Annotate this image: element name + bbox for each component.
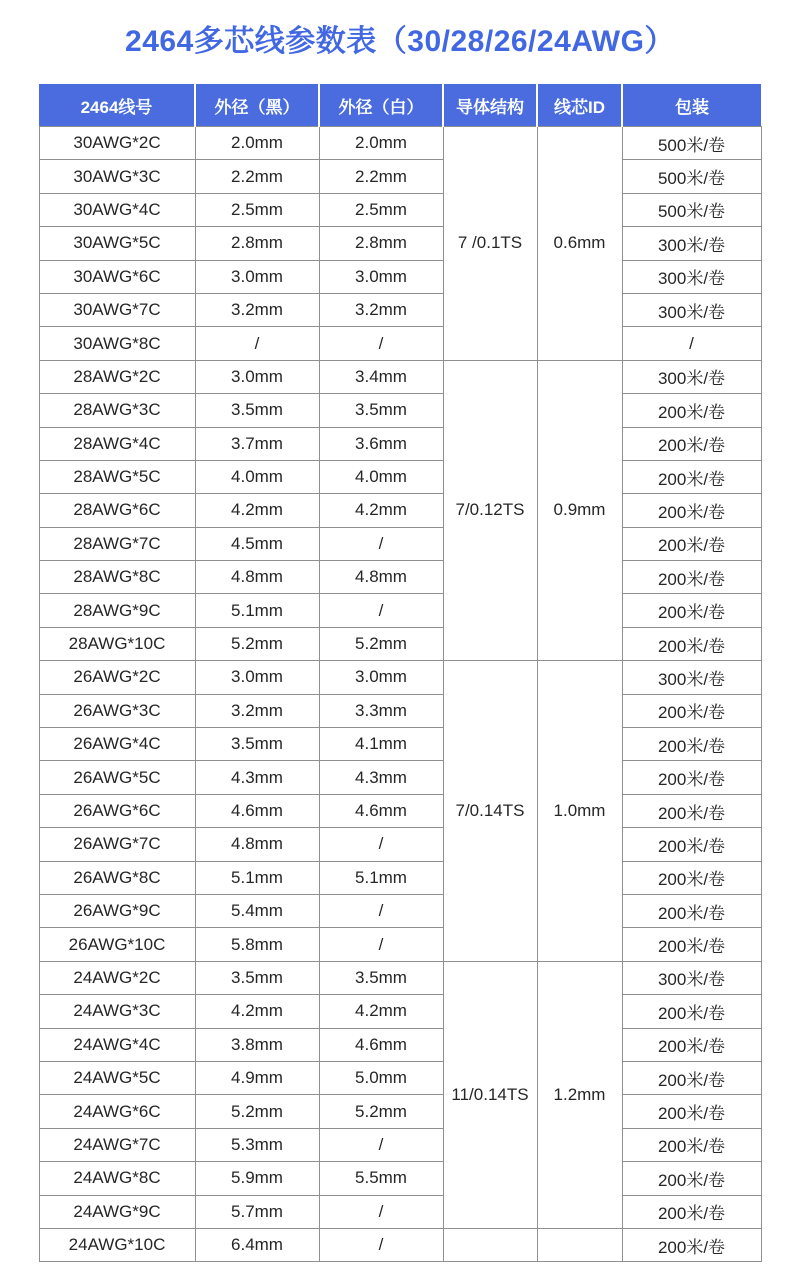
packing-cell: 200米/卷	[622, 627, 761, 660]
model-cell: 24AWG*9C	[39, 1195, 195, 1228]
table-row	[39, 1195, 761, 1228]
packing-cell: 200米/卷	[622, 1028, 761, 1061]
model-cell: 30AWG*7C	[39, 293, 195, 326]
core-id-cell: 0.6mm	[537, 127, 622, 361]
table-row	[39, 394, 761, 427]
table-row	[39, 561, 761, 594]
model-cell: 30AWG*8C	[39, 327, 195, 360]
od-white-cell: 5.2mm	[319, 1095, 443, 1128]
model-cell: 24AWG*7C	[39, 1128, 195, 1161]
od-black-cell: 5.4mm	[195, 894, 319, 927]
od-white-cell: 3.4mm	[319, 360, 443, 393]
header-row	[39, 84, 761, 127]
od-white-cell: /	[319, 1228, 443, 1261]
packing-cell: 200米/卷	[622, 594, 761, 627]
packing-cell: 200米/卷	[622, 527, 761, 560]
model-cell: 26AWG*5C	[39, 761, 195, 794]
od-white-cell: /	[319, 1128, 443, 1161]
table-row	[39, 327, 761, 360]
core-id-cell: 1.2mm	[537, 961, 622, 1228]
od-black-cell: 3.2mm	[195, 694, 319, 727]
packing-cell: 200米/卷	[622, 394, 761, 427]
od-black-cell: 4.8mm	[195, 828, 319, 861]
od-white-cell: 5.5mm	[319, 1162, 443, 1195]
table-row	[39, 1128, 761, 1161]
model-cell: 30AWG*2C	[39, 127, 195, 160]
column-header: 线芯ID	[537, 84, 622, 127]
model-cell: 26AWG*3C	[39, 694, 195, 727]
od-white-cell: 5.0mm	[319, 1061, 443, 1094]
model-cell: 24AWG*6C	[39, 1095, 195, 1128]
model-cell: 26AWG*2C	[39, 661, 195, 694]
table-header	[39, 84, 761, 127]
conductor-structure-cell: 7/0.14TS	[443, 661, 537, 962]
packing-cell: 300米/卷	[622, 661, 761, 694]
model-cell: 28AWG*5C	[39, 460, 195, 493]
od-white-cell: /	[319, 594, 443, 627]
od-white-cell: 5.2mm	[319, 627, 443, 660]
table-row	[39, 1228, 761, 1261]
model-cell: 24AWG*2C	[39, 961, 195, 994]
od-black-cell: 4.0mm	[195, 460, 319, 493]
packing-cell: 200米/卷	[622, 794, 761, 827]
od-black-cell: 6.4mm	[195, 1228, 319, 1261]
table-row	[39, 460, 761, 493]
table-row	[39, 761, 761, 794]
packing-cell: 500米/卷	[622, 160, 761, 193]
packing-cell: 200米/卷	[622, 460, 761, 493]
od-black-cell: 5.1mm	[195, 594, 319, 627]
packing-cell: 300米/卷	[622, 293, 761, 326]
table-row	[39, 1162, 761, 1195]
od-black-cell: 5.7mm	[195, 1195, 319, 1228]
packing-cell: 300米/卷	[622, 961, 761, 994]
od-black-cell: 3.7mm	[195, 427, 319, 460]
od-white-cell: 4.0mm	[319, 460, 443, 493]
packing-cell: 200米/卷	[622, 427, 761, 460]
packing-cell: 200米/卷	[622, 1061, 761, 1094]
model-cell: 26AWG*7C	[39, 828, 195, 861]
model-cell: 28AWG*4C	[39, 427, 195, 460]
od-white-cell: 3.0mm	[319, 661, 443, 694]
table-row	[39, 360, 761, 393]
table-row	[39, 995, 761, 1028]
model-cell: 28AWG*3C	[39, 394, 195, 427]
table-row	[39, 661, 761, 694]
od-black-cell: 5.2mm	[195, 627, 319, 660]
table-row	[39, 594, 761, 627]
od-black-cell: 3.5mm	[195, 394, 319, 427]
table-row	[39, 694, 761, 727]
od-black-cell: 5.2mm	[195, 1095, 319, 1128]
table-row	[39, 127, 761, 160]
core-id-cell: 0.9mm	[537, 360, 622, 661]
table-row	[39, 293, 761, 326]
table-row	[39, 527, 761, 560]
packing-cell: 200米/卷	[622, 728, 761, 761]
core-id-cell: 1.0mm	[537, 661, 622, 962]
packing-cell: 200米/卷	[622, 494, 761, 527]
od-black-cell: 4.2mm	[195, 494, 319, 527]
od-white-cell: 2.2mm	[319, 160, 443, 193]
od-white-cell: 3.0mm	[319, 260, 443, 293]
table-row	[39, 1061, 761, 1094]
packing-cell: 200米/卷	[622, 1128, 761, 1161]
model-cell: 30AWG*6C	[39, 260, 195, 293]
od-black-cell: 2.0mm	[195, 127, 319, 160]
packing-cell: 200米/卷	[622, 861, 761, 894]
od-black-cell: 5.8mm	[195, 928, 319, 961]
conductor-structure-cell: 7 /0.1TS	[443, 127, 537, 361]
table-row	[39, 961, 761, 994]
od-black-cell: 2.5mm	[195, 193, 319, 226]
model-cell: 30AWG*5C	[39, 227, 195, 260]
model-cell: 26AWG*9C	[39, 894, 195, 927]
table-row	[39, 160, 761, 193]
od-black-cell: 2.2mm	[195, 160, 319, 193]
model-cell: 28AWG*9C	[39, 594, 195, 627]
packing-cell: 200米/卷	[622, 1195, 761, 1228]
od-white-cell: 4.6mm	[319, 794, 443, 827]
od-black-cell: 5.3mm	[195, 1128, 319, 1161]
column-header: 外径（白）	[319, 84, 443, 127]
od-black-cell: 3.0mm	[195, 661, 319, 694]
od-black-cell: /	[195, 327, 319, 360]
table-row	[39, 260, 761, 293]
od-white-cell: /	[319, 894, 443, 927]
conductor-structure-cell: 11/0.14TS	[443, 961, 537, 1228]
packing-cell: 200米/卷	[622, 928, 761, 961]
packing-cell: /	[622, 327, 761, 360]
column-header: 2464线号	[39, 84, 195, 127]
od-black-cell: 3.0mm	[195, 360, 319, 393]
od-white-cell: 3.6mm	[319, 427, 443, 460]
table-row	[39, 1028, 761, 1061]
od-black-cell: 4.2mm	[195, 995, 319, 1028]
od-black-cell: 4.3mm	[195, 761, 319, 794]
table-row	[39, 627, 761, 660]
model-cell: 28AWG*8C	[39, 561, 195, 594]
table-row	[39, 494, 761, 527]
od-black-cell: 4.9mm	[195, 1061, 319, 1094]
model-cell: 24AWG*8C	[39, 1162, 195, 1195]
od-black-cell: 3.5mm	[195, 961, 319, 994]
od-white-cell: /	[319, 1195, 443, 1228]
od-black-cell: 4.5mm	[195, 527, 319, 560]
od-white-cell: 4.2mm	[319, 494, 443, 527]
od-white-cell: 4.1mm	[319, 728, 443, 761]
table-row	[39, 828, 761, 861]
model-cell: 26AWG*6C	[39, 794, 195, 827]
table-row	[39, 794, 761, 827]
od-white-cell: 3.5mm	[319, 961, 443, 994]
core-id-cell-empty	[537, 1228, 622, 1261]
model-cell: 26AWG*8C	[39, 861, 195, 894]
od-black-cell: 3.0mm	[195, 260, 319, 293]
table-body	[39, 127, 761, 1262]
model-cell: 28AWG*10C	[39, 627, 195, 660]
column-header: 包装	[622, 84, 761, 127]
packing-cell: 200米/卷	[622, 761, 761, 794]
od-black-cell: 3.2mm	[195, 293, 319, 326]
column-header: 导体结构	[443, 84, 537, 127]
table-row	[39, 728, 761, 761]
od-white-cell: /	[319, 327, 443, 360]
od-white-cell: 4.8mm	[319, 561, 443, 594]
od-white-cell: 4.2mm	[319, 995, 443, 1028]
table-row	[39, 193, 761, 226]
od-white-cell: 4.3mm	[319, 761, 443, 794]
od-white-cell: 2.8mm	[319, 227, 443, 260]
table-row	[39, 427, 761, 460]
od-white-cell: 3.5mm	[319, 394, 443, 427]
packing-cell: 300米/卷	[622, 360, 761, 393]
table-row	[39, 1095, 761, 1128]
packing-cell: 200米/卷	[622, 1228, 761, 1261]
packing-cell: 200米/卷	[622, 894, 761, 927]
page-title: 2464多芯线参数表（30/28/26/24AWG）	[125, 25, 675, 58]
model-cell: 28AWG*7C	[39, 527, 195, 560]
od-white-cell: 3.2mm	[319, 293, 443, 326]
od-white-cell: 3.3mm	[319, 694, 443, 727]
model-cell: 24AWG*3C	[39, 995, 195, 1028]
table-row	[39, 227, 761, 260]
od-black-cell: 5.9mm	[195, 1162, 319, 1195]
od-black-cell: 3.5mm	[195, 728, 319, 761]
model-cell: 28AWG*6C	[39, 494, 195, 527]
od-white-cell: /	[319, 527, 443, 560]
model-cell: 26AWG*4C	[39, 728, 195, 761]
packing-cell: 300米/卷	[622, 260, 761, 293]
conductor-structure-cell: 7/0.12TS	[443, 360, 537, 661]
packing-cell: 200米/卷	[622, 694, 761, 727]
table-row	[39, 894, 761, 927]
packing-cell: 500米/卷	[622, 193, 761, 226]
packing-cell: 200米/卷	[622, 995, 761, 1028]
model-cell: 24AWG*5C	[39, 1061, 195, 1094]
od-white-cell: 5.1mm	[319, 861, 443, 894]
od-white-cell: 2.0mm	[319, 127, 443, 160]
od-white-cell: 2.5mm	[319, 193, 443, 226]
packing-cell: 200米/卷	[622, 828, 761, 861]
wire-spec-table	[39, 84, 762, 1262]
od-black-cell: 5.1mm	[195, 861, 319, 894]
column-header: 外径（黑）	[195, 84, 319, 127]
packing-cell: 500米/卷	[622, 127, 761, 160]
od-black-cell: 4.6mm	[195, 794, 319, 827]
model-cell: 24AWG*4C	[39, 1028, 195, 1061]
model-cell: 26AWG*10C	[39, 928, 195, 961]
od-black-cell: 4.8mm	[195, 561, 319, 594]
model-cell: 24AWG*10C	[39, 1228, 195, 1261]
od-black-cell: 3.8mm	[195, 1028, 319, 1061]
table-row	[39, 928, 761, 961]
od-white-cell: /	[319, 928, 443, 961]
packing-cell: 300米/卷	[622, 227, 761, 260]
od-black-cell: 2.8mm	[195, 227, 319, 260]
packing-cell: 200米/卷	[622, 561, 761, 594]
model-cell: 30AWG*4C	[39, 193, 195, 226]
model-cell: 28AWG*2C	[39, 360, 195, 393]
table-row	[39, 861, 761, 894]
packing-cell: 200米/卷	[622, 1162, 761, 1195]
od-white-cell: 4.6mm	[319, 1028, 443, 1061]
od-white-cell: /	[319, 828, 443, 861]
model-cell: 30AWG*3C	[39, 160, 195, 193]
conductor-structure-cell-empty	[443, 1228, 537, 1261]
packing-cell: 200米/卷	[622, 1095, 761, 1128]
